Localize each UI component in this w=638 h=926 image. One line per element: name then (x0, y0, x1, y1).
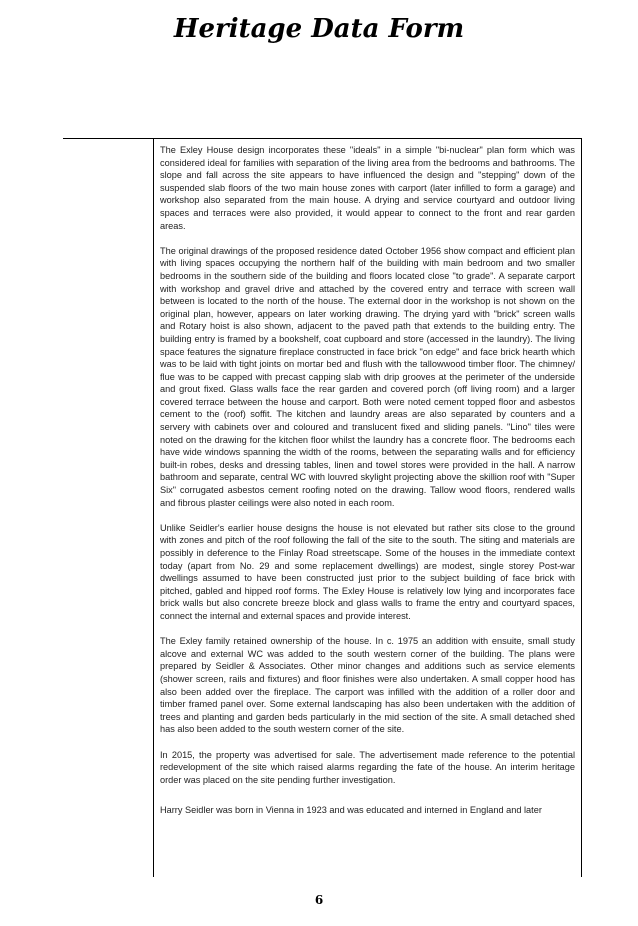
column-divider (153, 139, 154, 877)
description-text (160, 144, 575, 829)
page-title: Heritage Data Form (173, 14, 465, 44)
paragraph-original-drawings: The original drawings of the proposed residence dated October 1956 show compact and efficient plan with living spaces occupying the northern half of the building with main bedroom and two smaller bedrooms in the southern side of the building and floors located close "to grade". A separate carport with workshop and gravel drive and attached by the covered entry and terrace with screen wall between is located to the north of the house. The external door in the workshop is not shown on the original plan, however, appears on later working drawing. The drying yard with "brick" screen walls and Rotary hoist is also shown, adjacent to the paved path that extends to the building entry. The building entry is framed by a bookshelf, coat cupboard and store (accessed in the laundry). The living space features the signature fireplace constructed in face brick "on edge" and face brick hearth which was to be laid with tight joints on mortar bed and flush with the tallowwood timber floor. The chimney/ flue was to be capped with precast capping slab with drip grooves at the perimeter of the underside and grout fixed. Glass walls face the rear garden and covered porch (off living room) and a larger covered terrace between the house and carport. Both were noted cement topped floor and asbestos cement to the (roof) soffit. The kitchen and laundry areas are also separated by counters and a servery with cabinets over and coloured and translucent fixed and sliding panels. "Lino" tiles were noted on the drawing for the kitchen floor whilst the laundry has a concrete floor. The bedrooms each have wide windows spanning the width of the rooms, between the separating walls and for efficiency built-in robes, desks and dressing tables, linen and towel stores were provided in the hall. A narrow bathroom and separate, central WC with louvred skylight projecting above the skillion roof with "Super Six" corrugated asbestos cement roofing noted on the drawing. Tallow wood floors, rendered walls and fibrous plaster ceilings were also noted in each room. (160, 245, 575, 508)
paragraph-siting: Unlike Seidler's earlier house designs the house is not elevated but rather sits close to the ground with zones and pitch of the roof following the fall of the site to the south. The siting and materials are possibly in deference to the Finlay Road streetscape. Some of the houses in the immediate context today (apart from No. 29 and some replacement dwellings) are modest, single storey Post-war dwellings assumed to have been constructed just prior to the subject building of face brick with pitched, gabled and hipped roof forms. The Exley House is relatively low lying and incorporates face brick walls but also concrete breeze block and glass walls to frame the entry and courtyard spaces, connect the internal and external spaces and provide interest. (160, 522, 575, 621)
paragraph-design-ideals: The Exley House design incorporates these "ideals" in a simple "bi-nuclear" plan form which was considered ideal for families with separation of the living area from the bedrooms and bathrooms. The slope and fall across the site appears to have influenced the design and "stepping" down of the suspended slab floors of the two main house zones with carport (later infilled to form a garage) and workshop also separated from the main house. A drying and service courtyard and outdoor living spaces and terraces were also provided, it would appear to connect to the front and rear garden areas. (160, 145, 575, 231)
paragraph-later-changes: The Exley family retained ownership of the house. In c. 1975 an addition with ensuite, small study alcove and external WC was added to the south western corner of the building. The plans were prepared by Seidler & Associates. Other minor changes and additions such as service elements (shower screen, rails and fixtures) and floor finishes were also undertaken. A small copper hood has also been added over the fireplace. The carport was infilled with the addition of a roller door and timber framed panel over. Some external landscaping has also been undertaken with the addition of trees and planting and garden beds particularly in the mid section of the site. A small detached shed has also been added to the south western corner of the site. (160, 636, 575, 735)
paragraph-sale-2015: In 2015, the property was advertised for sale. The advertisement made reference to the potential redevelopment of the site which raised alarms regarding the fate of the house. An interim heritage order was placed on the site pending further investigation. (160, 749, 575, 785)
form-table (63, 138, 582, 877)
page-number: 6 (314, 893, 324, 907)
paragraph-harry-seidler: Harry Seidler was born in Vienna in 1923 and was educated and interned in England and later (160, 805, 542, 816)
label-column (63, 139, 153, 877)
